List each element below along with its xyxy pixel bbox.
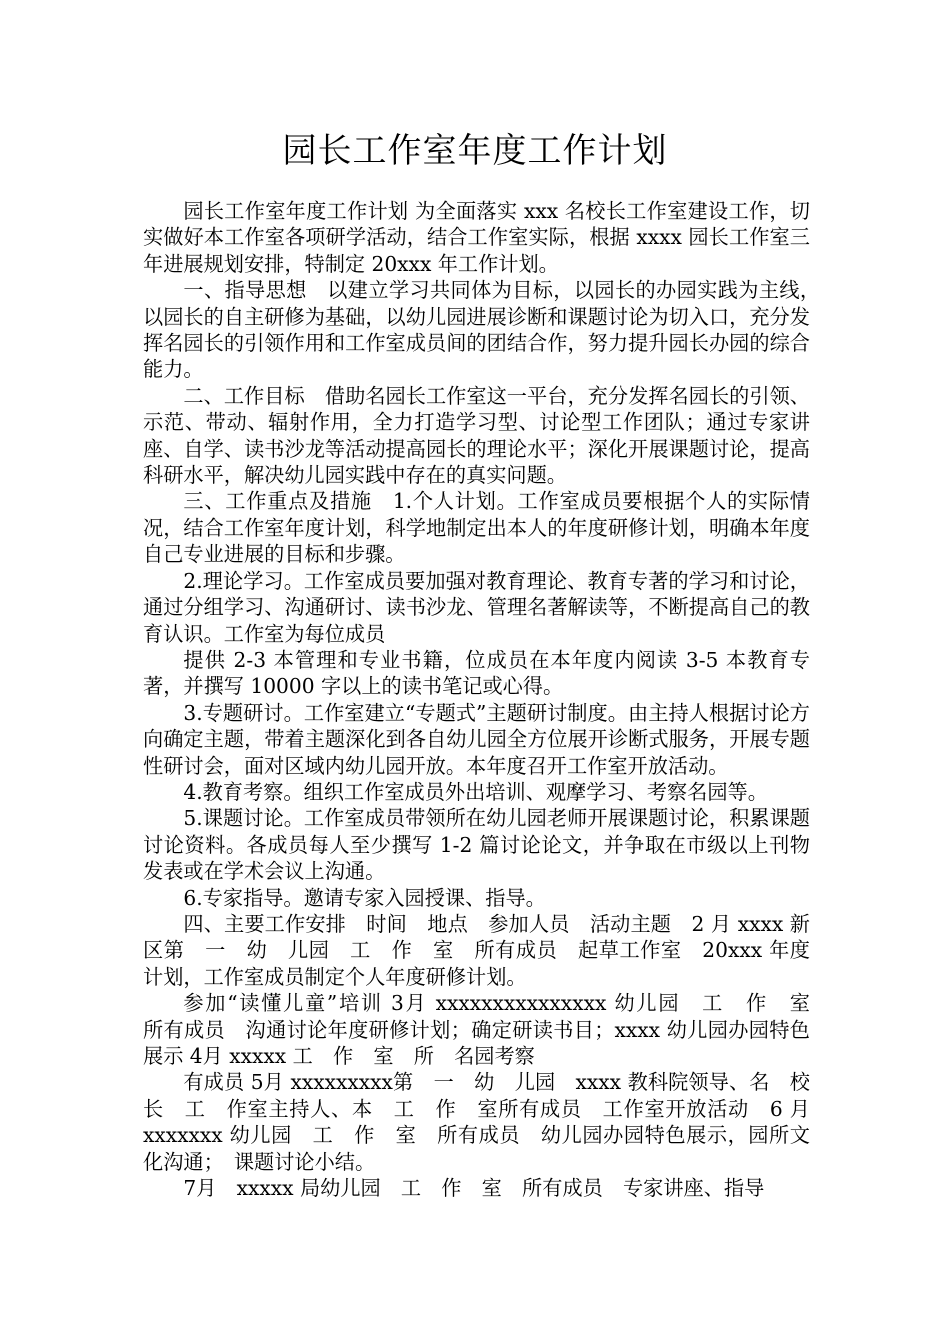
paragraph-intro: 园长工作室年度工作计划 为全面落实 xxx 名校长工作室建设工作，切实做好本工作室各项研学活动，结合工作室实际，根据 xxxx 园长工作室三年进展规划安排，特制定 20xxx 年工作计划。 — [143, 199, 810, 276]
paragraph-expert-guidance: 6.专家指导。邀请专家入园授课、指导。 — [183, 885, 546, 910]
paragraph-schedule-march-april: 参加“读懂儿童”培训 3月 xxxxxxxxxxxxxxx 幼儿园 工 作 室 所有成员 沟通讨论年度研修计划；确定研读书目；xxxx 幼儿园办园特色展示 4月 xxxxx 工 作 室 所 名园考察 — [143, 991, 831, 1068]
paragraph-theory-study: 2.理论学习。工作室成员要加强对教育理论、教育专著的学习和讨论，通过分组学习、沟通研讨、读书沙龙、管理名著解读等，不断提高自己的教育认识。工作室为每位成员 — [143, 568, 810, 646]
paragraph-schedule-may-june: 有成员 5月 xxxxxxxxx第 一 幼 儿园 xxxx 教科院领导、名 校 长 工 作室主持人、本 工 作 室所有成员 工作室开放活动 6 月 xxxxxxx 幼儿园 工 作 室 所有成员 幼儿园办园特色展示，园所文化沟通； 课题讨论小结。 — [143, 1070, 831, 1174]
paragraph-topic-research: 3.专题研讨。工作室建立“专题式”主题研讨制度。由主持人根据讨论方向确定主题，带着主题深化到各自幼儿园全方位展开诊断式服务，开展专题性研讨会，面对区域内幼儿园开放。本年度召开工作室开放活动。 — [143, 700, 810, 778]
paragraph-books: 提供 2-3 本管理和专业书籍，位成员在本年度内阅读 3-5 本教育专著，并撰写 10000 字以上的读书笔记或心得。 — [143, 647, 810, 699]
paragraph-subject-discussion: 5.课题讨论。工作室成员带领所在幼儿园老师开展课题讨论，积累课题讨论资料。各成员每人至少撰写 1-2 篇讨论论文，并争取在市级以上刊物发表或在学术会议上沟通。 — [143, 806, 810, 884]
paragraph-key-measures: 三、工作重点及措施 1.个人计划。工作室成员要根据个人的实际情况，结合工作室年度计划，科学地制定出本人的年度研修计划，明确本年度自己专业进展的目标和步骤。 — [143, 489, 810, 567]
paragraph-work-goals: 二、工作目标 借助名园长工作室这一平台，充分发挥名园长的引领、示范、带动、辐射作用，全力打造学习型、讨论型工作团队；通过专家讲座、自学、读书沙龙等活动提高园长的理论水平；深化开展课题讨论，提高科研水平，解决幼儿园实践中存在的真实问题。 — [143, 383, 810, 488]
document-body — [143, 198, 831, 1201]
paragraph-education-visit: 4.教育考察。组织工作室成员外出培训、观摩学习、考察名园等。 — [183, 779, 768, 804]
paragraph-work-schedule: 四、主要工作安排 时间 地点 参加人员 活动主题 2 月 xxxx 新区第 一 幼 儿园 工 作 室 所有成员 起草工作室 20xxx 年度计划，工作室成员制定个人年度研修计划。 — [143, 911, 810, 989]
document-title: 园长工作室年度工作计划 — [282, 131, 668, 171]
paragraph-schedule-july: 7月 xxxxx 局幼儿园 工 作 室 所有成员 专家讲座、指导 — [183, 1176, 765, 1201]
paragraph-guiding-ideology: 一、指导思想 以建立学习共同体为目标，以园长的办园实践为主线， 以园长的自主研修为基础，以幼儿园进展诊断和课题讨论为切入口，充分发挥名园长的引领作用和工作室成员间的团结合作，努力提升园长办园的综合能力。 — [143, 278, 831, 382]
